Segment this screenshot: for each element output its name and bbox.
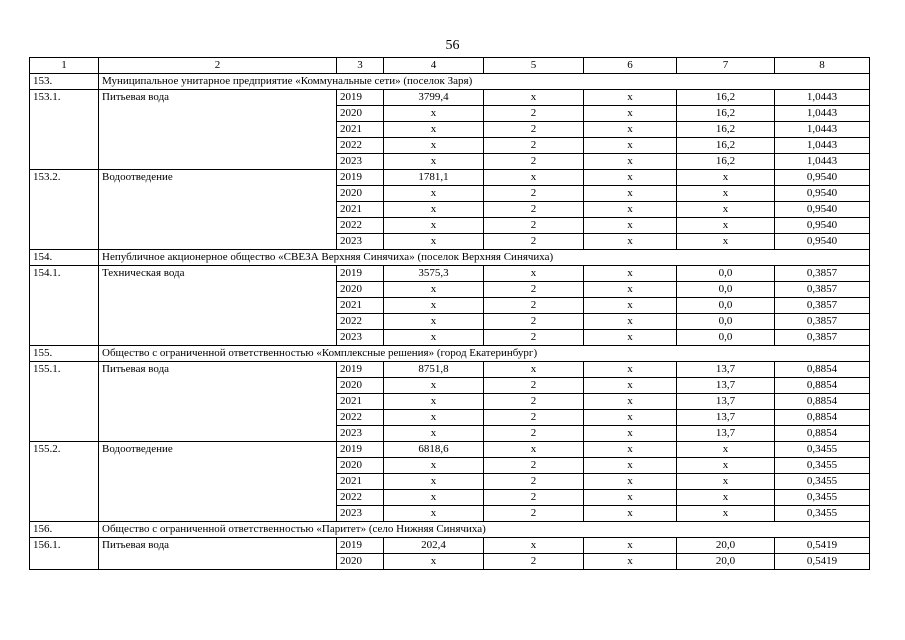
value-cell: x bbox=[384, 106, 484, 122]
value-cell: x bbox=[384, 330, 484, 346]
year-cell: 2020 bbox=[337, 554, 384, 570]
organization-name: Муниципальное унитарное предприятие «Коммунальные сети» (поселок Заря) bbox=[99, 74, 870, 90]
column-number-cell: 1 bbox=[30, 58, 99, 74]
column-number-cell: 3 bbox=[337, 58, 384, 74]
organization-row bbox=[30, 522, 870, 538]
organization-number: 156. bbox=[30, 522, 99, 538]
year-cell: 2021 bbox=[337, 474, 384, 490]
value-cell: x bbox=[384, 410, 484, 426]
column-number-cell: 5 bbox=[484, 58, 584, 74]
value-cell: 2 bbox=[484, 154, 584, 170]
value-cell: x bbox=[677, 202, 775, 218]
value-cell: 2 bbox=[484, 202, 584, 218]
value-cell: 2 bbox=[484, 554, 584, 570]
organization-name: Общество с ограниченной ответственностью «Паритет» (село Нижняя Синячиха) bbox=[99, 522, 870, 538]
value-cell: x bbox=[584, 490, 677, 506]
value-cell: 0,3455 bbox=[775, 490, 870, 506]
year-cell: 2022 bbox=[337, 490, 384, 506]
service-year-row bbox=[30, 538, 870, 554]
value-cell: 1,0443 bbox=[775, 90, 870, 106]
value-cell: 0,9540 bbox=[775, 202, 870, 218]
value-cell: 3799,4 bbox=[384, 90, 484, 106]
value-cell: x bbox=[584, 234, 677, 250]
value-cell: x bbox=[384, 282, 484, 298]
value-cell: x bbox=[584, 378, 677, 394]
value-cell: x bbox=[584, 330, 677, 346]
value-cell: x bbox=[584, 314, 677, 330]
column-number-row bbox=[30, 58, 870, 74]
value-cell: 1,0443 bbox=[775, 122, 870, 138]
year-cell: 2023 bbox=[337, 234, 384, 250]
organization-name: Непубличное акционерное общество «СВЕЗА Верхняя Синячиха» (поселок Верхняя Синячиха) bbox=[99, 250, 870, 266]
year-cell: 2019 bbox=[337, 362, 384, 378]
year-cell: 2022 bbox=[337, 410, 384, 426]
service-number: 155.1. bbox=[30, 362, 99, 442]
year-cell: 2021 bbox=[337, 394, 384, 410]
service-year-row bbox=[30, 442, 870, 458]
value-cell: x bbox=[484, 170, 584, 186]
value-cell: 16,2 bbox=[677, 90, 775, 106]
value-cell: 2 bbox=[484, 186, 584, 202]
tariff-table bbox=[29, 57, 870, 570]
year-cell: 2019 bbox=[337, 442, 384, 458]
value-cell: 0,0 bbox=[677, 314, 775, 330]
value-cell: x bbox=[384, 458, 484, 474]
value-cell: x bbox=[484, 266, 584, 282]
value-cell: x bbox=[677, 506, 775, 522]
value-cell: x bbox=[384, 122, 484, 138]
value-cell: 1781,1 bbox=[384, 170, 484, 186]
value-cell: 1,0443 bbox=[775, 106, 870, 122]
value-cell: x bbox=[677, 458, 775, 474]
value-cell: x bbox=[584, 394, 677, 410]
year-cell: 2022 bbox=[337, 218, 384, 234]
value-cell: x bbox=[484, 538, 584, 554]
year-cell: 2021 bbox=[337, 202, 384, 218]
value-cell: x bbox=[584, 266, 677, 282]
value-cell: x bbox=[584, 298, 677, 314]
value-cell: 6818,6 bbox=[384, 442, 484, 458]
year-cell: 2019 bbox=[337, 90, 384, 106]
value-cell: x bbox=[484, 362, 584, 378]
value-cell: x bbox=[384, 426, 484, 442]
value-cell: x bbox=[584, 186, 677, 202]
value-cell: x bbox=[677, 186, 775, 202]
value-cell: x bbox=[677, 474, 775, 490]
value-cell: 13,7 bbox=[677, 426, 775, 442]
year-cell: 2022 bbox=[337, 138, 384, 154]
value-cell: 2 bbox=[484, 458, 584, 474]
column-number-cell: 4 bbox=[384, 58, 484, 74]
value-cell: x bbox=[584, 218, 677, 234]
value-cell: 0,9540 bbox=[775, 186, 870, 202]
value-cell: 0,0 bbox=[677, 330, 775, 346]
page-number: 56 bbox=[445, 38, 460, 53]
value-cell: 0,8854 bbox=[775, 410, 870, 426]
year-cell: 2023 bbox=[337, 506, 384, 522]
value-cell: 0,3857 bbox=[775, 266, 870, 282]
value-cell: x bbox=[384, 314, 484, 330]
value-cell: x bbox=[584, 154, 677, 170]
value-cell: 20,0 bbox=[677, 538, 775, 554]
value-cell: 0,3857 bbox=[775, 282, 870, 298]
organization-number: 155. bbox=[30, 346, 99, 362]
service-number: 155.2. bbox=[30, 442, 99, 522]
value-cell: x bbox=[677, 218, 775, 234]
value-cell: x bbox=[677, 234, 775, 250]
value-cell: x bbox=[584, 442, 677, 458]
value-cell: x bbox=[384, 474, 484, 490]
value-cell: 13,7 bbox=[677, 410, 775, 426]
year-cell: 2019 bbox=[337, 538, 384, 554]
value-cell: x bbox=[584, 554, 677, 570]
value-cell: 2 bbox=[484, 138, 584, 154]
year-cell: 2019 bbox=[337, 266, 384, 282]
value-cell: 2 bbox=[484, 314, 584, 330]
value-cell: x bbox=[384, 506, 484, 522]
value-cell: 0,5419 bbox=[775, 554, 870, 570]
value-cell: 0,3857 bbox=[775, 330, 870, 346]
value-cell: 0,5419 bbox=[775, 538, 870, 554]
year-cell: 2021 bbox=[337, 122, 384, 138]
service-number: 154.1. bbox=[30, 266, 99, 346]
value-cell: x bbox=[384, 490, 484, 506]
organization-number: 154. bbox=[30, 250, 99, 266]
value-cell: x bbox=[384, 554, 484, 570]
service-year-row bbox=[30, 266, 870, 282]
value-cell: 2 bbox=[484, 106, 584, 122]
year-cell: 2023 bbox=[337, 330, 384, 346]
value-cell: x bbox=[384, 154, 484, 170]
value-cell: 2 bbox=[484, 218, 584, 234]
year-cell: 2020 bbox=[337, 106, 384, 122]
value-cell: 2 bbox=[484, 330, 584, 346]
value-cell: x bbox=[584, 362, 677, 378]
value-cell: 20,0 bbox=[677, 554, 775, 570]
value-cell: x bbox=[677, 490, 775, 506]
year-cell: 2020 bbox=[337, 458, 384, 474]
value-cell: x bbox=[584, 138, 677, 154]
value-cell: 2 bbox=[484, 426, 584, 442]
year-cell: 2019 bbox=[337, 170, 384, 186]
value-cell: x bbox=[384, 298, 484, 314]
value-cell: x bbox=[384, 394, 484, 410]
value-cell: 202,4 bbox=[384, 538, 484, 554]
value-cell: x bbox=[384, 218, 484, 234]
year-cell: 2023 bbox=[337, 426, 384, 442]
value-cell: 0,0 bbox=[677, 298, 775, 314]
value-cell: 0,3455 bbox=[775, 474, 870, 490]
service-name: Водоотведение bbox=[99, 442, 337, 522]
service-name: Питьевая вода bbox=[99, 362, 337, 442]
year-cell: 2020 bbox=[337, 378, 384, 394]
column-number-cell: 2 bbox=[99, 58, 337, 74]
value-cell: 0,9540 bbox=[775, 234, 870, 250]
value-cell: x bbox=[584, 282, 677, 298]
service-year-row bbox=[30, 362, 870, 378]
value-cell: 1,0443 bbox=[775, 154, 870, 170]
value-cell: x bbox=[584, 202, 677, 218]
value-cell: 0,3857 bbox=[775, 298, 870, 314]
value-cell: 16,2 bbox=[677, 154, 775, 170]
value-cell: 0,8854 bbox=[775, 394, 870, 410]
value-cell: 2 bbox=[484, 506, 584, 522]
organization-row bbox=[30, 74, 870, 90]
value-cell: 0,0 bbox=[677, 266, 775, 282]
value-cell: x bbox=[584, 122, 677, 138]
column-number-cell: 8 bbox=[775, 58, 870, 74]
value-cell: x bbox=[484, 442, 584, 458]
value-cell: 16,2 bbox=[677, 138, 775, 154]
organization-row bbox=[30, 250, 870, 266]
value-cell: 0,8854 bbox=[775, 378, 870, 394]
value-cell: 0,0 bbox=[677, 282, 775, 298]
value-cell: x bbox=[584, 474, 677, 490]
value-cell: x bbox=[384, 138, 484, 154]
value-cell: 2 bbox=[484, 490, 584, 506]
column-number-cell: 6 bbox=[584, 58, 677, 74]
value-cell: 0,3455 bbox=[775, 458, 870, 474]
value-cell: 16,2 bbox=[677, 106, 775, 122]
value-cell: x bbox=[384, 186, 484, 202]
value-cell: x bbox=[384, 202, 484, 218]
table-body bbox=[30, 58, 870, 570]
value-cell: 0,8854 bbox=[775, 362, 870, 378]
organization-name: Общество с ограниченной ответственностью «Комплексные решения» (город Екатеринбург) bbox=[99, 346, 870, 362]
value-cell: 2 bbox=[484, 298, 584, 314]
service-number: 153.1. bbox=[30, 90, 99, 170]
value-cell: 0,8854 bbox=[775, 426, 870, 442]
value-cell: x bbox=[584, 426, 677, 442]
value-cell: x bbox=[484, 90, 584, 106]
value-cell: 0,3455 bbox=[775, 442, 870, 458]
value-cell: 0,3455 bbox=[775, 506, 870, 522]
value-cell: 2 bbox=[484, 234, 584, 250]
organization-number: 153. bbox=[30, 74, 99, 90]
value-cell: x bbox=[584, 410, 677, 426]
value-cell: 2 bbox=[484, 394, 584, 410]
value-cell: x bbox=[584, 458, 677, 474]
value-cell: x bbox=[677, 442, 775, 458]
value-cell: 2 bbox=[484, 282, 584, 298]
value-cell: x bbox=[677, 170, 775, 186]
value-cell: x bbox=[384, 378, 484, 394]
value-cell: 13,7 bbox=[677, 378, 775, 394]
value-cell: 0,3857 bbox=[775, 314, 870, 330]
value-cell: 13,7 bbox=[677, 362, 775, 378]
service-name: Водоотведение bbox=[99, 170, 337, 250]
value-cell: 3575,3 bbox=[384, 266, 484, 282]
year-cell: 2021 bbox=[337, 298, 384, 314]
column-number-cell: 7 bbox=[677, 58, 775, 74]
service-name: Техническая вода bbox=[99, 266, 337, 346]
year-cell: 2023 bbox=[337, 154, 384, 170]
service-year-row bbox=[30, 170, 870, 186]
value-cell: 0,9540 bbox=[775, 170, 870, 186]
value-cell: 2 bbox=[484, 378, 584, 394]
value-cell: 2 bbox=[484, 474, 584, 490]
service-number: 156.1. bbox=[30, 538, 99, 570]
value-cell: x bbox=[584, 170, 677, 186]
service-name: Питьевая вода bbox=[99, 538, 337, 570]
value-cell: x bbox=[584, 538, 677, 554]
year-cell: 2022 bbox=[337, 314, 384, 330]
year-cell: 2020 bbox=[337, 282, 384, 298]
year-cell: 2020 bbox=[337, 186, 384, 202]
value-cell: 2 bbox=[484, 122, 584, 138]
value-cell: x bbox=[584, 90, 677, 106]
value-cell: 0,9540 bbox=[775, 218, 870, 234]
service-year-row bbox=[30, 90, 870, 106]
value-cell: 1,0443 bbox=[775, 138, 870, 154]
value-cell: 16,2 bbox=[677, 122, 775, 138]
value-cell: 8751,8 bbox=[384, 362, 484, 378]
value-cell: 13,7 bbox=[677, 394, 775, 410]
service-number: 153.2. bbox=[30, 170, 99, 250]
value-cell: 2 bbox=[484, 410, 584, 426]
value-cell: x bbox=[384, 234, 484, 250]
organization-row bbox=[30, 346, 870, 362]
service-name: Питьевая вода bbox=[99, 90, 337, 170]
value-cell: x bbox=[584, 506, 677, 522]
value-cell: x bbox=[584, 106, 677, 122]
